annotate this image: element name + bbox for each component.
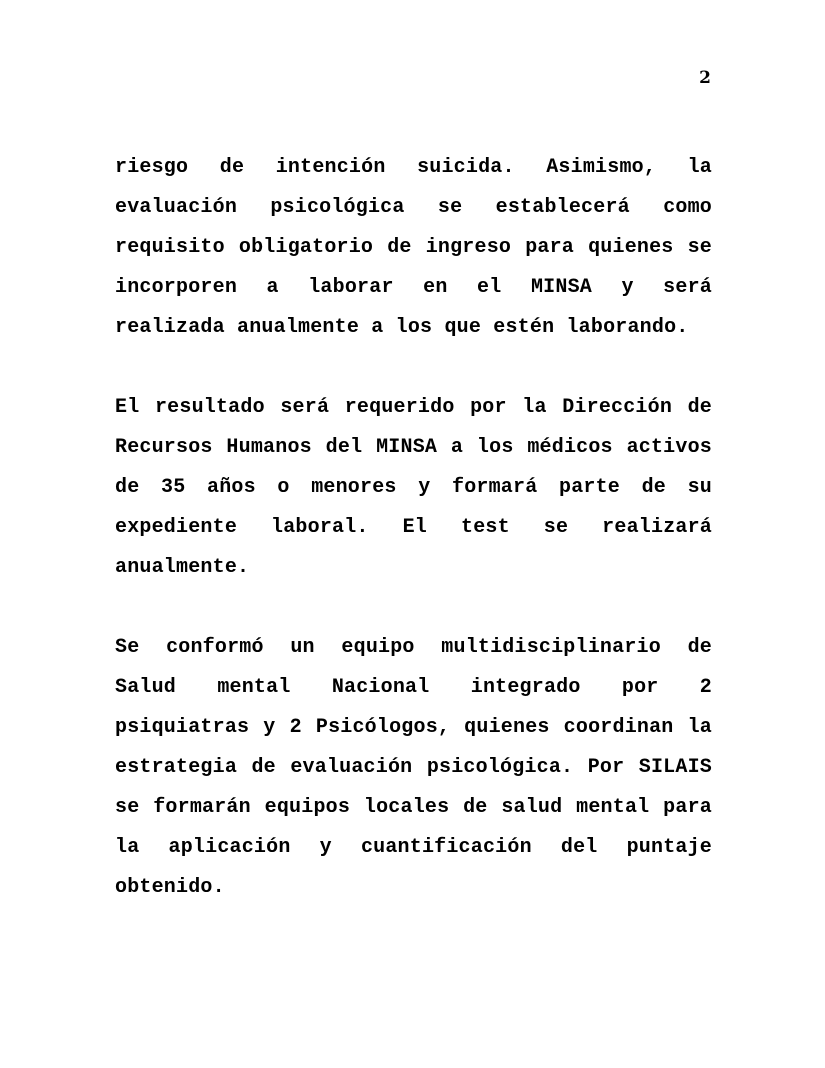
paragraph-suicide-risk-evaluation: riesgo de intención suicida. Asimismo, la evaluación psicológica se establecerá como requisito obligatorio de ingreso para quienes se incorporen a laborar en el MINSA y será realizada anualmente a los que estén laborando.: [115, 156, 712, 339]
paragraph-mental-health-team: Se conformó un equipo multidisciplinario de Salud mental Nacional integrado por 2 psiquiatras y 2 Psicólogos, quienes coordinan la estrategia de evaluación psicológica. Por SILAIS se formarán equipos locales de salud mental para la aplicación y cuantificación del puntaje obtenido.: [115, 636, 712, 899]
page-number: 2: [699, 68, 711, 88]
paragraph-human-resources-requirement: El resultado será requerido por la Dirección de Recursos Humanos del MINSA a los médicos activos de 35 años o menores y formará parte de su expediente laboral. El test se realizará anualmente.: [115, 396, 712, 579]
document-body: [115, 148, 712, 948]
